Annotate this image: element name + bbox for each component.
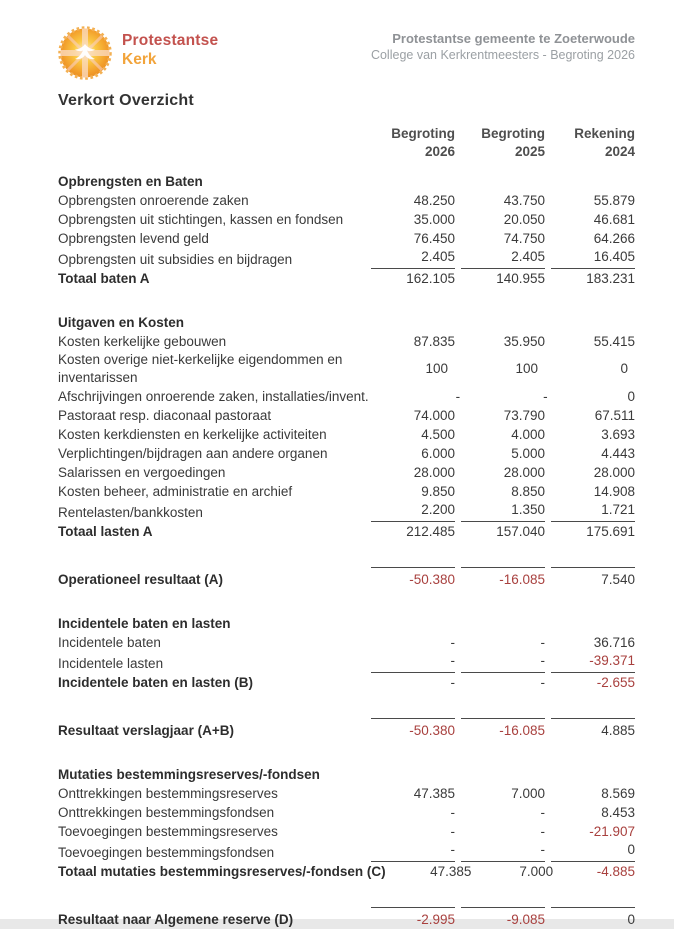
financial-table: [58, 170, 635, 929]
table-row: [58, 522, 635, 541]
cell-value: 73.790: [503, 408, 545, 423]
section-header-row: [58, 170, 635, 191]
table-row: [58, 907, 635, 929]
row-spacer: [58, 881, 635, 904]
cell-value: 3.693: [601, 427, 635, 442]
cell-value: -50.380: [371, 718, 455, 740]
cell-value: 14.908: [593, 484, 635, 499]
row-label: Onttrekkingen bestemmingsreserves: [58, 786, 278, 801]
cell-value: 20.050: [503, 212, 545, 227]
row-label: Afschrijvingen onroerende zaken, installaties/invent.: [58, 389, 369, 404]
table-row: [58, 425, 635, 444]
cell-value: 1.350: [461, 501, 545, 522]
cell-value: 64.266: [593, 231, 635, 246]
cell-value: 47.385: [413, 786, 455, 801]
cell-value: 183.231: [586, 271, 635, 286]
cell-value: 28.000: [503, 465, 545, 480]
cell-value: 74.000: [413, 408, 455, 423]
cell-value: -: [450, 805, 455, 820]
section-header-row: [58, 311, 635, 332]
section-header-row: [58, 763, 635, 784]
cell-value: 4.000: [511, 427, 545, 442]
row-label: Totaal lasten A: [58, 524, 153, 539]
table-row: [58, 862, 635, 881]
table-row: [58, 501, 635, 522]
table-row: [58, 406, 635, 425]
cell-value: 35.950: [503, 334, 545, 349]
cell-value: 100: [515, 361, 538, 376]
row-label: Kosten kerkdiensten en kerkelijke activiteiten: [58, 427, 327, 442]
table-row: [58, 248, 635, 269]
row-label: Incidentele baten en lasten (B): [58, 675, 254, 690]
cell-value: -16.085: [461, 718, 545, 740]
cell-value: 55.879: [593, 193, 635, 208]
cell-value: -: [540, 635, 545, 650]
table-row: [58, 229, 635, 248]
cell-value: 8.453: [601, 805, 635, 820]
table-row: [58, 718, 635, 740]
table-row: [58, 841, 635, 862]
cell-value: -: [371, 841, 455, 862]
row-label: Incidentele lasten: [58, 656, 164, 671]
cell-value: -: [450, 635, 455, 650]
cell-value: -: [540, 805, 545, 820]
cell-value: 4.500: [421, 427, 455, 442]
cell-value: 2.405: [461, 248, 545, 269]
cell-value: 0: [551, 907, 635, 929]
row-label: Kosten beheer, administratie en archief: [58, 484, 293, 499]
table-row: [58, 332, 635, 351]
cell-value: 46.681: [593, 212, 635, 227]
cell-value: 8.569: [601, 786, 635, 801]
document-subtitle: College van Kerkrentmeesters - Begroting 2026: [370, 48, 635, 62]
row-label: Incidentele baten: [58, 635, 161, 650]
cell-value: 28.000: [593, 465, 635, 480]
row-label: Opbrengsten en Baten: [58, 174, 203, 189]
row-spacer: [58, 589, 635, 612]
table-row: [58, 351, 635, 387]
row-label: Resultaat verslagjaar (A+B): [58, 723, 234, 738]
row-label: Kosten overige niet-kerkelijke eigendommen en inventarissen: [58, 352, 343, 385]
page-title: Verkort Overzicht: [58, 92, 194, 109]
cell-value: 35.000: [413, 212, 455, 227]
table-row: [58, 463, 635, 482]
column-header-spacer: [58, 125, 365, 161]
row-label: Incidentele baten en lasten: [58, 616, 231, 631]
table-row: [58, 822, 635, 841]
cell-value: 87.835: [413, 334, 455, 349]
table-row: [58, 567, 635, 589]
table-row: [58, 784, 635, 803]
table-row: [58, 633, 635, 652]
cell-value: -: [461, 841, 545, 862]
logo-text: [122, 26, 218, 69]
table-row: [58, 482, 635, 501]
row-label: Toevoegingen bestemmingsreserves: [58, 824, 278, 839]
cell-value: -16.085: [461, 567, 545, 589]
document-header: [58, 26, 635, 80]
row-label: Toevoegingen bestemmingsfondsen: [58, 845, 275, 860]
table-row: [58, 269, 635, 288]
cell-value: -2.655: [596, 675, 635, 690]
cell-value: 162.105: [406, 271, 455, 286]
cell-value: 2.200: [371, 501, 455, 522]
table-row: [58, 210, 635, 229]
table-row: [58, 444, 635, 463]
cell-value: 2.405: [371, 248, 455, 269]
sunburst-dove-icon: [58, 26, 112, 80]
cell-value: 212.485: [406, 524, 455, 539]
logo-text-line1: Protestantse: [122, 32, 219, 49]
cell-value: -50.380: [371, 567, 455, 589]
cell-value: 7.000: [519, 864, 554, 879]
table-row: [58, 652, 635, 673]
cell-value: 0: [551, 841, 635, 862]
cell-value: 47.385: [430, 864, 472, 879]
row-label: Totaal mutaties bestemmingsreserves/-fondsen (C): [58, 864, 386, 879]
cell-value: -: [450, 675, 455, 690]
cell-value: 8.850: [511, 484, 545, 499]
row-label: Uitgaven en Kosten: [58, 315, 185, 330]
cell-value: 5.000: [511, 446, 545, 461]
table-row: [58, 673, 635, 692]
table-row: [58, 803, 635, 822]
row-label: Operationeel resultaat (A): [58, 572, 224, 587]
cell-value: 0: [627, 389, 635, 404]
cell-value: 7.540: [551, 567, 635, 589]
row-spacer: [58, 740, 635, 763]
cell-value: 157.040: [496, 524, 545, 539]
row-label: Opbrengsten levend geld: [58, 231, 209, 246]
cell-value: 6.000: [421, 446, 455, 461]
cell-value: 7.000: [511, 786, 545, 801]
row-label: Mutaties bestemmingsreserves/-fondsen: [58, 767, 320, 782]
column-header-begroting-2025: Begroting 2025: [481, 126, 545, 159]
document-title-block: [371, 26, 635, 64]
row-label: Opbrengsten onroerende zaken: [58, 193, 249, 208]
cell-value: 28.000: [413, 465, 455, 480]
section-header-row: [58, 612, 635, 633]
table-row: [58, 387, 635, 406]
cell-value: 74.750: [503, 231, 545, 246]
cell-value: 16.405: [551, 248, 635, 269]
cell-value: 4.443: [601, 446, 635, 461]
cell-value: 4.885: [551, 718, 635, 740]
cell-value: -39.371: [551, 652, 635, 673]
row-label: Rentelasten/bankkosten: [58, 505, 203, 520]
table-row: [58, 191, 635, 210]
column-headers: [58, 125, 635, 161]
row-label: Salarissen en vergoedingen: [58, 465, 226, 480]
cell-value: -21.907: [589, 824, 635, 839]
row-label: Resultaat naar Algemene reserve (D): [58, 912, 294, 927]
cell-value: 48.250: [413, 193, 455, 208]
cell-value: 55.415: [593, 334, 635, 349]
organization-name: Protestantse gemeente te Zoeterwoude: [392, 31, 635, 46]
cell-value: -: [461, 652, 545, 673]
cell-value: 36.716: [593, 635, 635, 650]
logo-text-line2: Kerk: [122, 51, 157, 68]
cell-value: 9.850: [421, 484, 455, 499]
column-header-begroting-2026: Begroting 2026: [391, 126, 455, 159]
cell-value: 100: [425, 361, 448, 376]
cell-value: -: [455, 389, 461, 404]
cell-value: -: [371, 652, 455, 673]
cell-value: 76.450: [413, 231, 455, 246]
column-header-rekening-2024: Rekening 2024: [574, 126, 635, 159]
row-spacer: [58, 692, 635, 715]
cell-value: 1.721: [551, 501, 635, 522]
row-label: Pastoraat resp. diaconaal pastoraat: [58, 408, 272, 423]
cell-value: -: [540, 675, 545, 690]
cell-value: 67.511: [594, 408, 635, 423]
protestantse-kerk-logo: [58, 26, 218, 80]
cell-value: -4.885: [596, 864, 635, 879]
cell-value: 140.955: [496, 271, 545, 286]
cell-value: 43.750: [503, 193, 545, 208]
row-label: Kosten kerkelijke gebouwen: [58, 334, 227, 349]
cell-value: -9.085: [461, 907, 545, 929]
row-label: Opbrengsten uit subsidies en bijdragen: [58, 252, 293, 267]
row-label: Opbrengsten uit stichtingen, kassen en fondsen: [58, 212, 344, 227]
cell-value: -2.995: [371, 907, 455, 929]
cell-value: -: [540, 824, 545, 839]
row-label: Totaal baten A: [58, 271, 150, 286]
cell-value: -: [450, 824, 455, 839]
cell-value: 175.691: [586, 524, 635, 539]
row-label: Verplichtingen/bijdragen aan andere organen: [58, 446, 328, 461]
cell-value: 0: [620, 361, 628, 376]
row-label: Onttrekkingen bestemmingsfondsen: [58, 805, 275, 820]
cell-value: -: [543, 389, 548, 404]
row-spacer: [58, 541, 635, 564]
row-spacer: [58, 288, 635, 311]
